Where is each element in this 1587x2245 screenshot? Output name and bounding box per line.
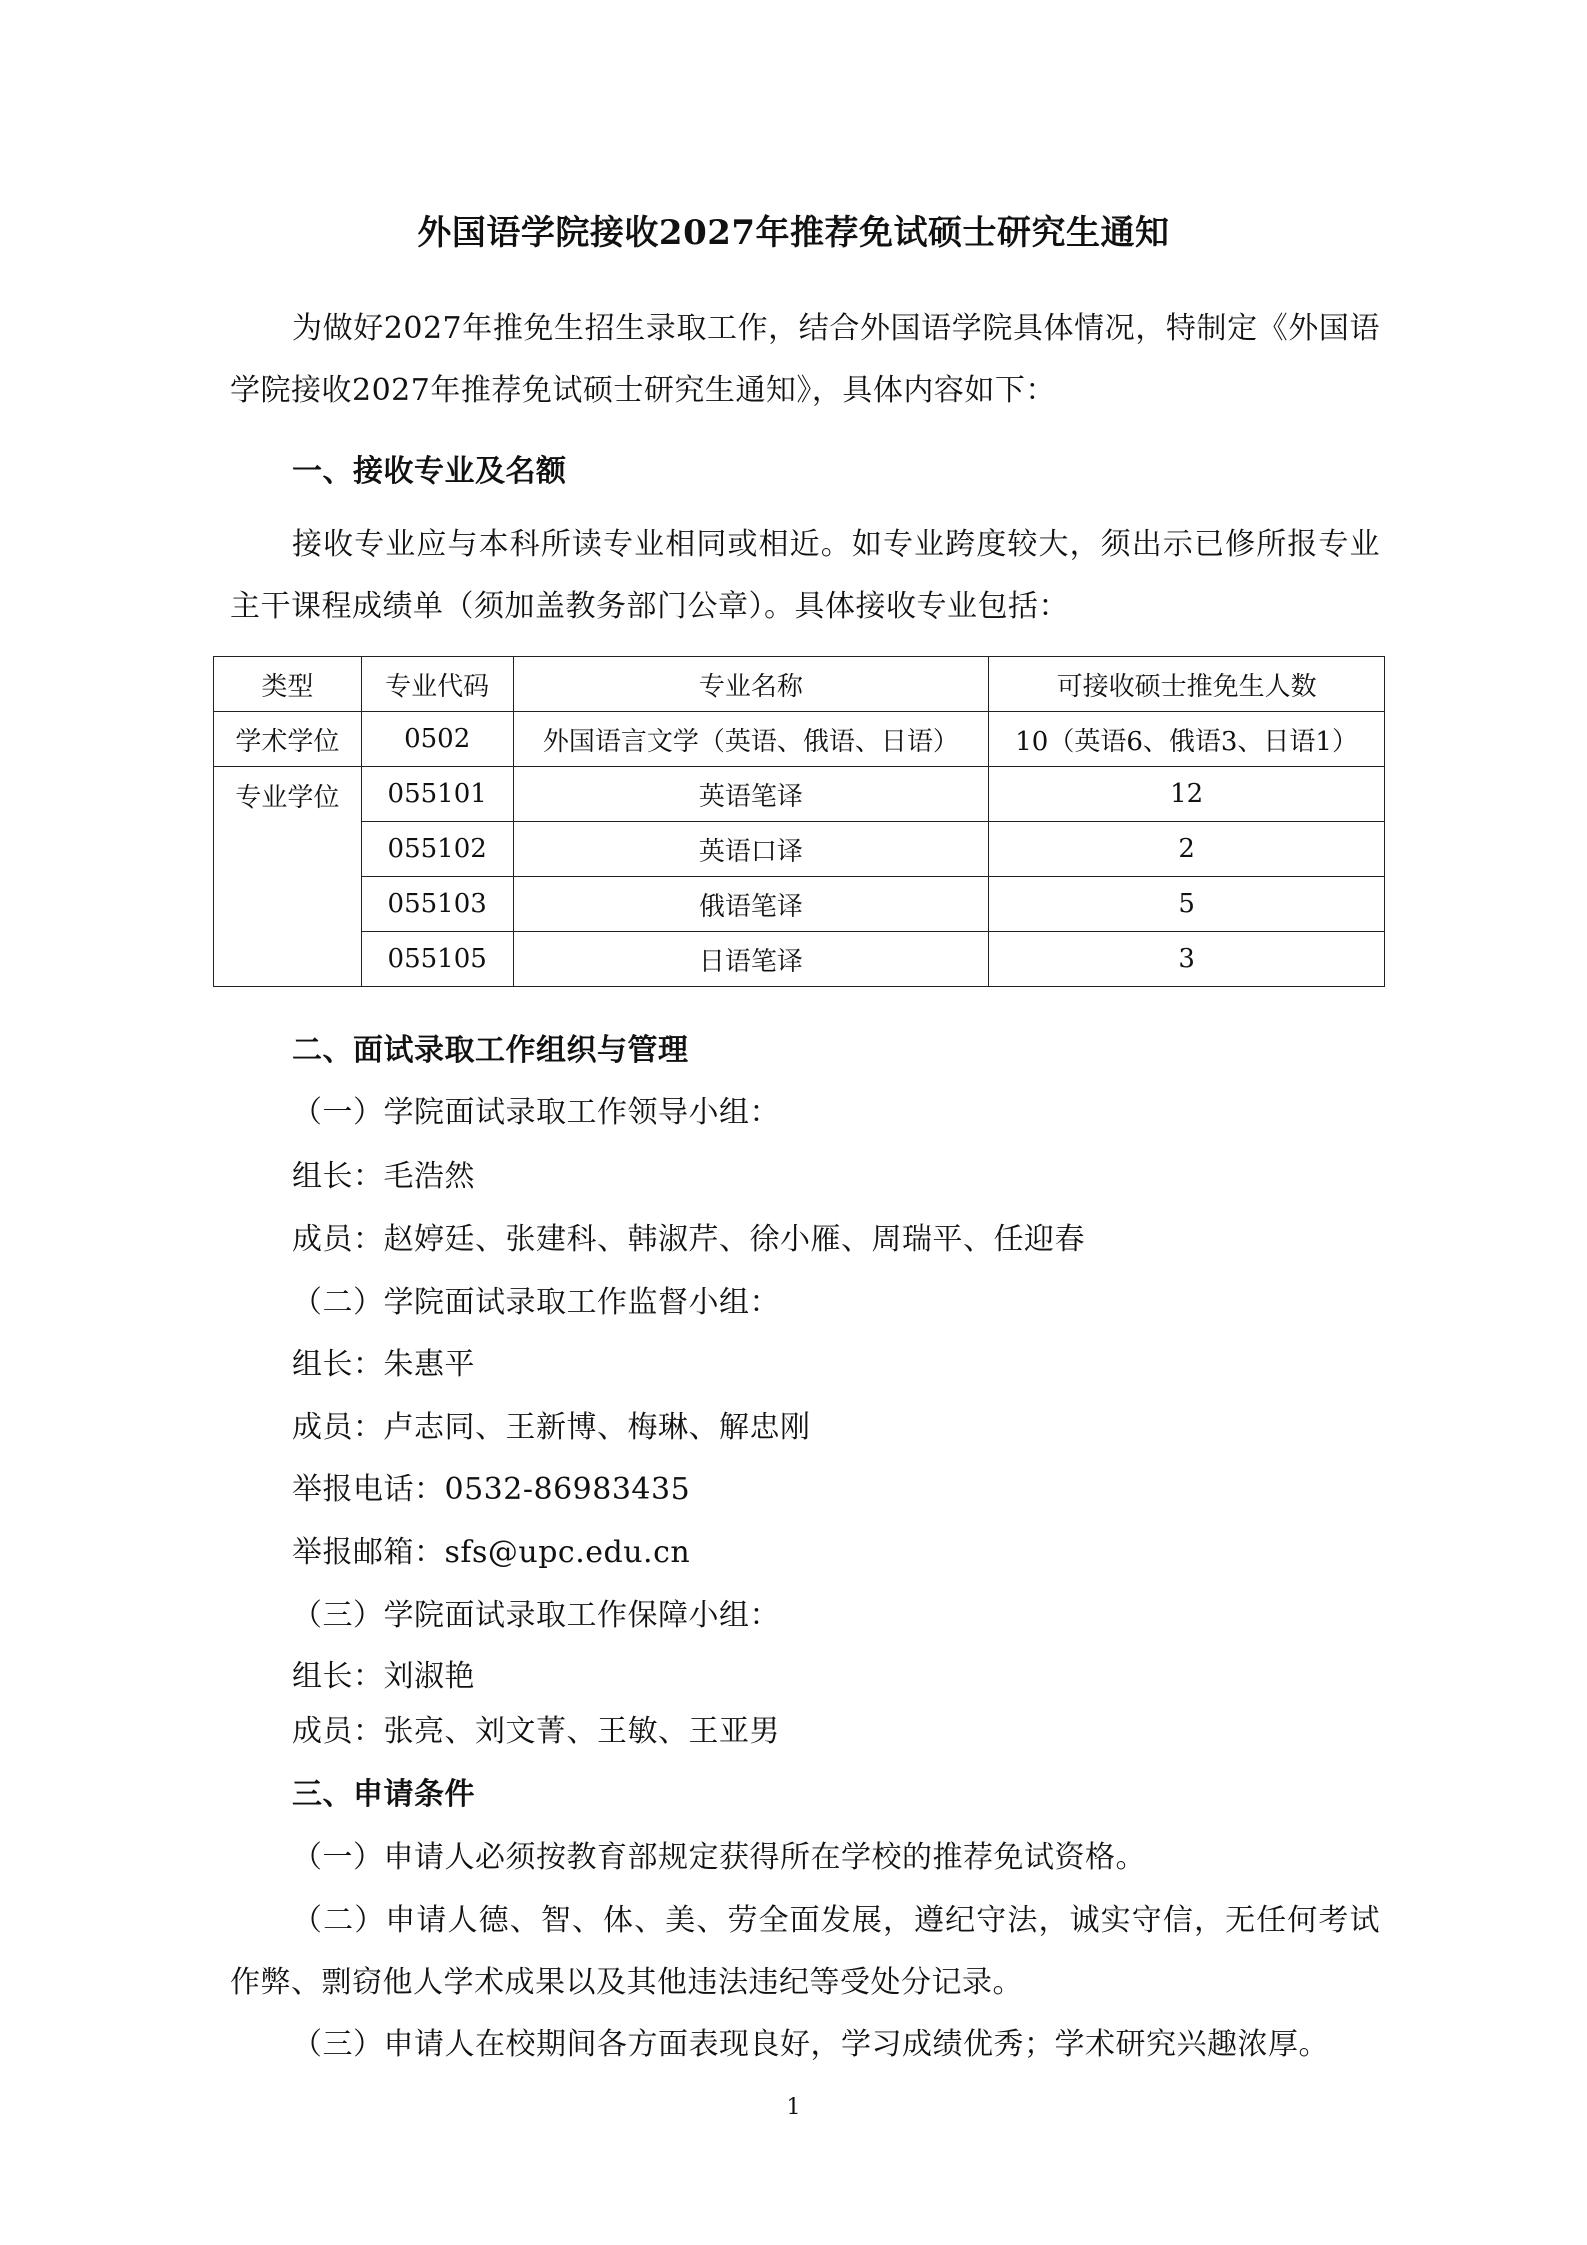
- group1-members: 成员：赵婷廷、张建科、韩淑芹、徐小雁、周瑞平、任迎春: [292, 1222, 1085, 1257]
- table-row: [214, 712, 1385, 767]
- cell-count: 10（英语6、俄语3、日语1）: [989, 712, 1385, 767]
- cell-name: 日语笔译: [513, 932, 989, 987]
- group2-leader: 组长：朱惠平: [292, 1347, 475, 1382]
- group2-members: 成员：卢志同、王新博、梅琳、解忠刚: [292, 1410, 811, 1445]
- group3-title: （三）学院面试录取工作保障小组：: [292, 1598, 780, 1633]
- group1-title: （一）学院面试录取工作领导小组：: [292, 1095, 780, 1130]
- table-row: [214, 877, 1385, 932]
- condition-3: （三）申请人在校期间各方面表现良好，学习成绩优秀；学术研究兴趣浓厚。: [292, 2027, 1329, 2062]
- report-email: 举报邮箱：sfs@upc.edu.cn: [292, 1535, 691, 1570]
- group3-leader: 组长：刘淑艳: [292, 1659, 475, 1694]
- condition-2: （二）申请人德、智、体、美、劳全面发展，遵纪守法，诚实守信，无任何考试作弊、剽窃他人学术成果以及其他违法违纪等受处分记录。: [230, 1903, 1380, 2000]
- cell-type: 学术学位: [214, 712, 362, 767]
- cell-count: 3: [989, 932, 1385, 987]
- majors-table: [213, 656, 1385, 987]
- header-code: 专业代码: [361, 657, 513, 712]
- section3-heading: 三、申请条件: [292, 1777, 475, 1812]
- table-row: [214, 822, 1385, 877]
- cell-name: 英语笔译: [513, 767, 989, 822]
- cell-code: 055105: [361, 932, 513, 987]
- cell-name: 外国语言文学（英语、俄语、日语）: [513, 712, 989, 767]
- header-type: 类型: [214, 657, 362, 712]
- table-header-row: [214, 657, 1385, 712]
- header-count: 可接收硕士推免生人数: [989, 657, 1385, 712]
- section1-paragraph: 接收专业应与本科所读专业相同或相近。如专业跨度较大，须出示已修所报专业主干课程成绩单（须加盖教务部门公章）。具体接收专业包括：: [230, 527, 1380, 624]
- table-row: [214, 932, 1385, 987]
- cell-count: 12: [989, 767, 1385, 822]
- group2-title: （二）学院面试录取工作监督小组：: [292, 1285, 780, 1320]
- header-name: 专业名称: [513, 657, 989, 712]
- report-phone: 举报电话：0532-86983435: [292, 1472, 691, 1507]
- section2-heading: 二、面试录取工作组织与管理: [292, 1033, 689, 1068]
- cell-code: 055103: [361, 877, 513, 932]
- cell-count: 5: [989, 877, 1385, 932]
- cell-name: 俄语笔译: [513, 877, 989, 932]
- intro-paragraph: 为做好2027年推免生招生录取工作，结合外国语学院具体情况，特制定《外国语学院接收2027年推荐免试硕士研究生通知》，具体内容如下：: [230, 311, 1380, 408]
- table-row: [214, 767, 1385, 822]
- cell-count: 2: [989, 822, 1385, 877]
- cell-name: 英语口译: [513, 822, 989, 877]
- cell-code: 0502: [361, 712, 513, 767]
- group3-members: 成员：张亮、刘文菁、王敏、王亚男: [292, 1714, 780, 1749]
- cell-code: 055102: [361, 822, 513, 877]
- section1-heading: 一、接收专业及名额: [292, 454, 567, 489]
- page-number: 1: [786, 2095, 801, 2120]
- condition-1: （一）申请人必须按教育部规定获得所在学校的推荐免试资格。: [292, 1840, 1146, 1875]
- cell-type: 专业学位: [214, 767, 362, 987]
- group1-leader: 组长：毛浩然: [292, 1159, 475, 1194]
- cell-code: 055101: [361, 767, 513, 822]
- document-title: 外国语学院接收2027年推荐免试硕士研究生通知: [417, 213, 1170, 253]
